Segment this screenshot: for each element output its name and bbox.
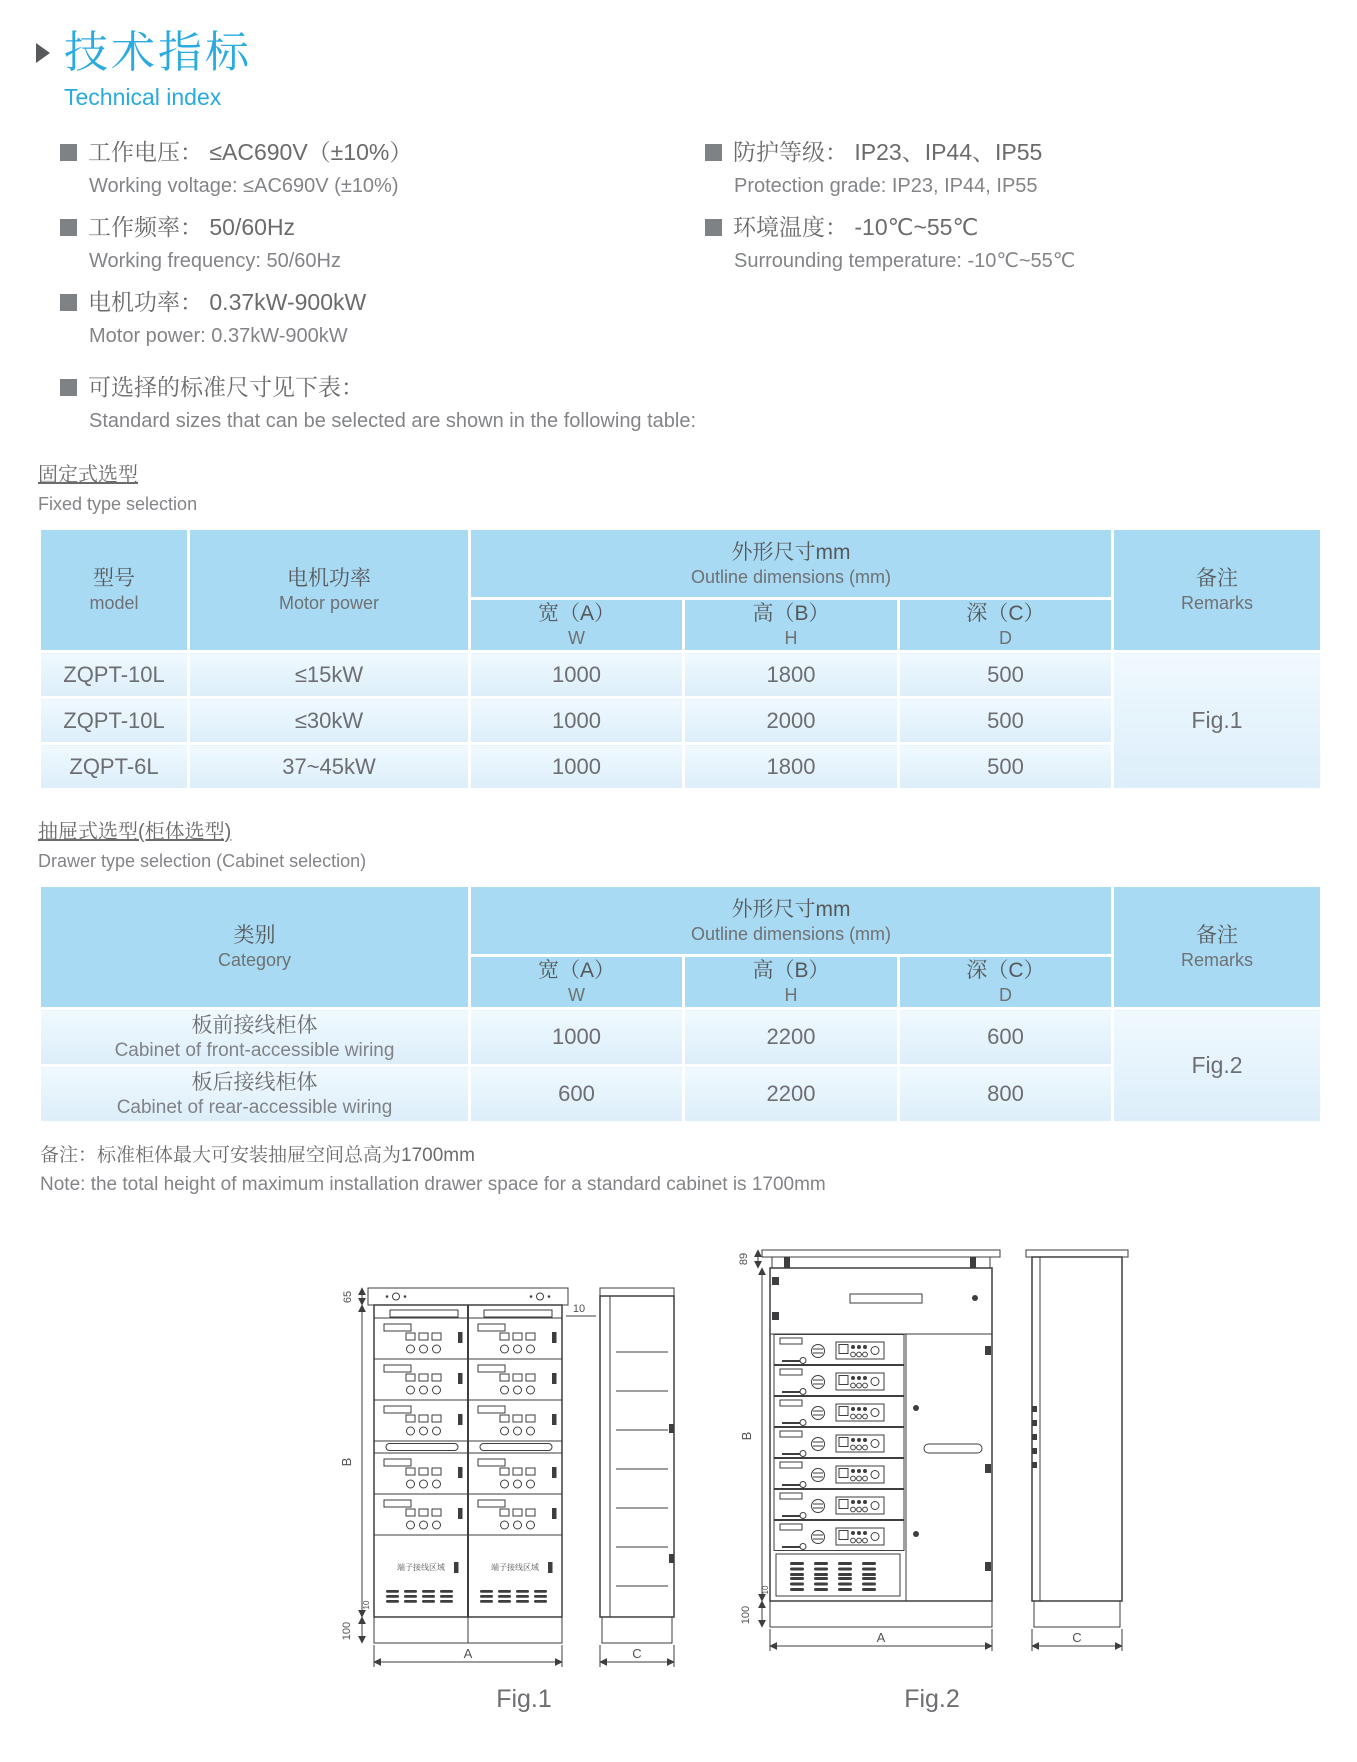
fig2-dim-depth: C xyxy=(1072,1630,1082,1646)
t2-header-remarks xyxy=(1113,886,1322,1009)
spec-cn-text: 环境温度： -10℃~55℃ xyxy=(733,214,979,241)
t1-header-outline-en: Outline dimensions (mm) xyxy=(690,566,892,587)
bullet-square-icon xyxy=(705,144,722,161)
t2-header-width-cn: 宽（A） xyxy=(538,959,616,983)
bullet-square-icon xyxy=(60,219,77,236)
t2-r2-height: 2200 xyxy=(684,1066,899,1123)
spec-cn-text: 防护等级： IP23、IP44、IP55 xyxy=(733,139,1043,166)
t2-r2-category-cn: 板后接线柜体 xyxy=(191,1070,318,1094)
fig2-caption: Fig.2 xyxy=(904,1685,960,1714)
t1-r3-height: 1800 xyxy=(684,744,899,790)
drawer-type-table xyxy=(38,884,1323,1124)
t1-header-width xyxy=(470,599,684,652)
t1-header-outline xyxy=(470,529,1113,599)
fig1-side-view xyxy=(600,1288,674,1643)
fig1-dimensions xyxy=(339,1288,674,1667)
fixed-type-section-label xyxy=(38,458,1357,515)
bullet-square-icon xyxy=(60,144,77,161)
drawer-type-section-label xyxy=(38,815,1357,872)
t2-header-category-cn: 类别 xyxy=(233,924,276,948)
t1-r3-depth: 500 xyxy=(899,744,1113,790)
t1-header-model xyxy=(40,529,189,652)
bullet-square-icon xyxy=(705,219,722,236)
t1-header-width-cn: 宽（A） xyxy=(537,602,615,626)
t1-header-remarks-en: Remarks xyxy=(1180,593,1253,614)
spec-item-working-voltage xyxy=(60,137,705,199)
t2-header-depth-cn: 深（C） xyxy=(966,959,1045,983)
section-arrow-icon xyxy=(36,43,50,63)
fig2-dim-vent: 10 xyxy=(761,1585,770,1595)
spec-cn-text: 工作电压： ≤AC690V（±10%） xyxy=(88,139,413,166)
spec-item-motor-power xyxy=(60,287,705,349)
t1-r1-model: ZQPT-10L xyxy=(40,652,189,698)
figures-area xyxy=(0,1202,1357,1762)
t1-r2-height: 2000 xyxy=(684,698,899,744)
t1-header-remarks-cn: 备注 xyxy=(1196,567,1238,591)
t2-header-depth xyxy=(899,956,1113,1009)
fig1-dim-base: 100 xyxy=(341,1622,353,1641)
t1-r2-power: ≤30kW xyxy=(189,698,470,744)
fig1-dim-top-right: 10 xyxy=(572,1303,586,1316)
t2-header-outline xyxy=(470,886,1113,956)
spec-en-text: Working voltage: ≤AC690V (±10%) xyxy=(89,175,399,198)
t1-header-depth-cn: 深（C） xyxy=(966,602,1045,626)
footnote-cn: 备注：标准柜体最大可安装抽屉空间总高为1700mm xyxy=(40,1145,475,1167)
section-title-en: Fixed type selection xyxy=(38,494,198,515)
table-row xyxy=(40,652,1322,698)
spec-col-left xyxy=(60,137,705,362)
t1-header-remarks xyxy=(1113,529,1322,652)
bullet-square-icon xyxy=(60,294,77,311)
t1-header-power-en: Motor power xyxy=(278,593,380,614)
fig1-terminal-area-label: 端子接线区域 xyxy=(397,1563,445,1573)
t2-header-height-en: H xyxy=(784,985,798,1006)
page-title-en: Technical index xyxy=(64,84,222,111)
t2-header-category xyxy=(40,886,470,1009)
fig2-dim-top: 89 xyxy=(738,1253,750,1266)
t1-remarks-value: Fig.1 xyxy=(1113,652,1322,790)
t1-header-height-cn: 高（B） xyxy=(752,602,830,626)
t1-header-model-en: model xyxy=(89,593,139,614)
t1-header-power xyxy=(189,529,470,652)
t1-header-height-en: H xyxy=(784,628,798,649)
t2-r2-category-en: Cabinet of rear-accessible wiring xyxy=(116,1096,393,1118)
fig1-caption: Fig.1 xyxy=(496,1685,552,1714)
footnote-en: Note: the total height of maximum installation drawer space for a standard cabinet is 1700mm xyxy=(40,1174,826,1196)
t1-r2-depth: 500 xyxy=(899,698,1113,744)
figure-1 xyxy=(338,1274,710,1714)
fig2-dim-width: A xyxy=(876,1630,886,1646)
fig1-dim-body-height: B xyxy=(339,1457,354,1467)
t1-header-depth xyxy=(899,599,1113,652)
t2-r2-depth: 800 xyxy=(899,1066,1113,1123)
t2-r2-width: 600 xyxy=(470,1066,684,1123)
title-block xyxy=(0,0,1357,111)
fig1-dim-top: 65 xyxy=(342,1291,354,1304)
fig2-dim-body-height: B xyxy=(739,1431,754,1441)
t2-r1-category-cn: 板前接线柜体 xyxy=(191,1013,318,1037)
spec-item-table-intro xyxy=(60,372,1357,434)
t1-header-model-cn: 型号 xyxy=(93,567,135,591)
fig1-terminal-area-label: 端子接线区域 xyxy=(491,1563,539,1573)
t1-header-outline-cn: 外形尺寸mm xyxy=(731,540,851,564)
fig1-dim-width: A xyxy=(463,1646,473,1662)
t2-r1-height: 2200 xyxy=(684,1009,899,1066)
t2-r2-category xyxy=(40,1066,470,1123)
t1-header-height xyxy=(684,599,899,652)
figure-2 xyxy=(732,1238,1132,1714)
spec-list xyxy=(60,137,1357,362)
t2-header-width xyxy=(470,956,684,1009)
t2-r1-category-en: Cabinet of front-accessible wiring xyxy=(114,1039,395,1061)
spec-item-working-frequency xyxy=(60,212,705,274)
t1-r1-height: 1800 xyxy=(684,652,899,698)
fig2-side-view xyxy=(1026,1250,1128,1627)
t1-r1-power: ≤15kW xyxy=(189,652,470,698)
page-title-cn: 技术指标 xyxy=(64,28,252,77)
spec-en-text: Protection grade: IP23, IP44, IP55 xyxy=(734,175,1038,198)
section-title-cn: 固定式选型 xyxy=(38,464,138,487)
spec-cn-text: 可选择的标准尺寸见下表： xyxy=(88,374,364,401)
fixed-type-table xyxy=(38,527,1323,791)
bullet-square-icon xyxy=(60,379,77,396)
t2-header-category-en: Category xyxy=(217,950,292,971)
fig1-drawing xyxy=(338,1274,710,1674)
t2-header-width-en: W xyxy=(568,985,586,1006)
footnote xyxy=(40,1140,1357,1196)
t2-header-remarks-cn: 备注 xyxy=(1196,924,1239,948)
t2-remarks-value: Fig.2 xyxy=(1113,1009,1322,1123)
spec-cn-text: 工作频率： 50/60Hz xyxy=(88,214,296,241)
t1-header-depth-en: D xyxy=(999,628,1012,649)
t1-r1-width: 1000 xyxy=(470,652,684,698)
spec-en-text: Motor power: 0.37kW-900kW xyxy=(89,325,348,348)
fig1-dim-vent: 10 xyxy=(362,1600,371,1610)
fig2-front-view xyxy=(762,1250,1000,1627)
t2-r1-depth: 600 xyxy=(899,1009,1113,1066)
fig1-dim-depth: C xyxy=(632,1646,642,1662)
t1-header-width-en: W xyxy=(568,628,585,649)
t2-header-remarks-en: Remarks xyxy=(1181,950,1254,971)
spec-en-text: Working frequency: 50/60Hz xyxy=(89,250,341,273)
spec-en-text: Surrounding temperature: -10℃~55℃ xyxy=(734,250,1076,273)
t2-r1-width: 1000 xyxy=(470,1009,684,1066)
section-title-cn: 抽屉式选型(柜体选型) xyxy=(38,821,232,844)
t1-header-power-cn: 电机功率 xyxy=(287,567,371,591)
spec-cn-text: 电机功率： 0.37kW-900kW xyxy=(88,289,367,316)
t2-r1-category xyxy=(40,1009,470,1066)
t1-r3-model: ZQPT-6L xyxy=(40,744,189,790)
spec-item-surrounding-temperature xyxy=(705,212,1357,274)
fig1-front-view xyxy=(368,1288,568,1643)
t1-r3-width: 1000 xyxy=(470,744,684,790)
spec-en-text: Standard sizes that can be selected are shown in the following table: xyxy=(89,410,697,433)
t2-header-depth-en: D xyxy=(999,985,1013,1006)
section-title-en: Drawer type selection (Cabinet selection) xyxy=(38,851,367,872)
t1-r3-power: 37~45kW xyxy=(189,744,470,790)
spec-col-right xyxy=(705,137,1357,362)
fig2-drawing xyxy=(732,1238,1132,1674)
t2-header-outline-en: Outline dimensions (mm) xyxy=(690,923,892,944)
t1-r2-model: ZQPT-10L xyxy=(40,698,189,744)
t2-header-outline-cn: 外形尺寸mm xyxy=(731,897,851,921)
t2-header-height-cn: 高（B） xyxy=(752,959,830,983)
fig2-dim-base: 100 xyxy=(740,1606,752,1625)
spec-item-protection-grade xyxy=(705,137,1357,199)
table-row xyxy=(40,1009,1322,1066)
t1-r1-depth: 500 xyxy=(899,652,1113,698)
t1-r2-width: 1000 xyxy=(470,698,684,744)
t2-header-height xyxy=(684,956,899,1009)
